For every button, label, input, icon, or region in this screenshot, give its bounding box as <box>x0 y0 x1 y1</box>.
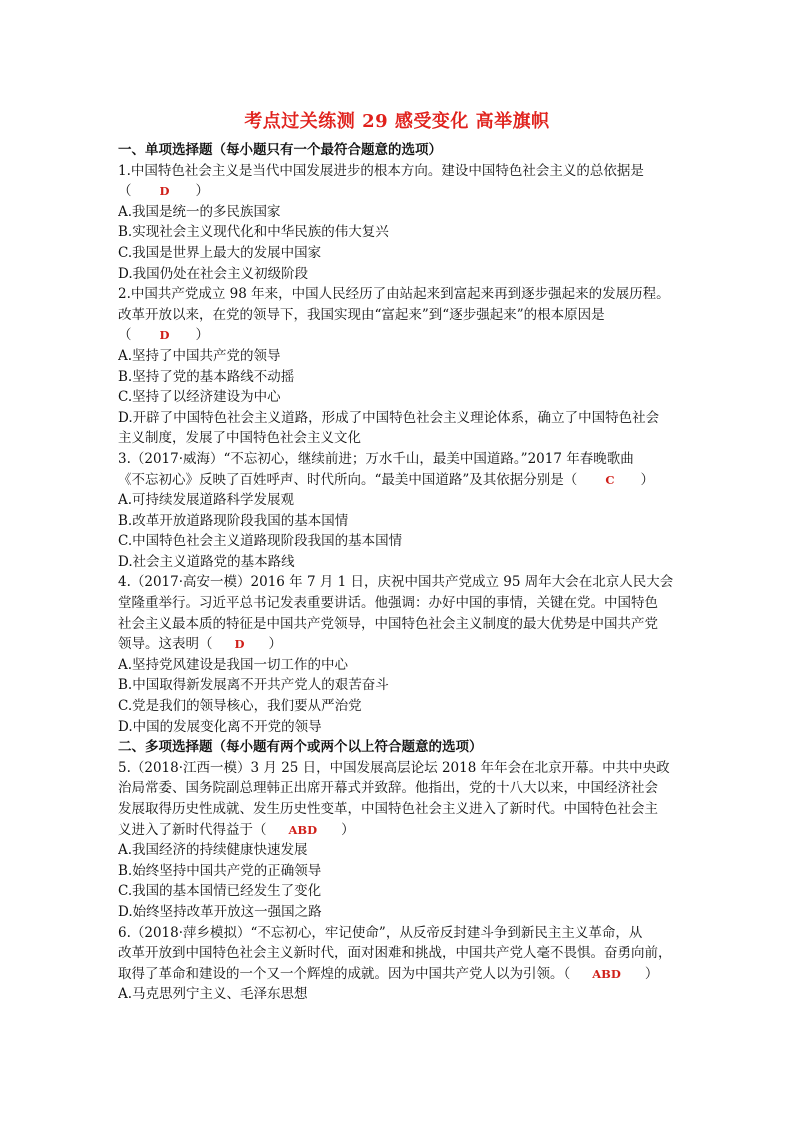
q1-option-d: D.我国仍处在社会主义初级阶段 <box>118 265 309 282</box>
q6-stem-3-text: 取得了革命和建设的一个又一个辉煌的成就。因为中国共产党人以为引领。（ <box>118 965 571 982</box>
q4-option-a: A.坚持党风建设是我国一切工作的中心 <box>118 656 349 673</box>
q5-option-d: D.始终坚持改革开放这一强国之路 <box>118 903 322 920</box>
page-title: 考点过关练测 29 感受变化 高举旗帜 <box>244 111 550 132</box>
q3-option-c: C.中国特色社会主义道路现阶段我国的基本国情 <box>118 533 403 550</box>
q2-open-paren: （ <box>118 327 132 344</box>
question-body <box>118 140 684 1005</box>
q2-close-paren: ） <box>195 327 209 344</box>
section-heading-single: 一、单项选择题（每小题只有一个最符合题意的选项） <box>118 142 442 158</box>
q5-answer: ABD <box>288 822 318 837</box>
q1-option-a: A.我国是统一的多民族国家 <box>118 203 281 220</box>
q3-stem-2 <box>118 470 684 491</box>
q4-close-paren: ） <box>268 636 282 653</box>
q3-option-b: B.改革开放道路现阶段我国的基本国情 <box>118 512 349 529</box>
q1-answer-line <box>118 181 684 202</box>
q2-option-b: B.坚持了党的基本路线不动摇 <box>118 368 295 385</box>
q3-answer: C <box>605 472 615 487</box>
q3-option-d: D.社会主义道路党的基本路线 <box>118 553 295 570</box>
q2-option-d: D.开辟了中国特色社会主义道路，形成了中国特色社会主义理论体系，确立了中国特色社会 <box>118 409 660 426</box>
q4-option-d: D.中国的发展变化离不开党的领导 <box>118 718 322 735</box>
q6-option-a: A.马克思列宁主义、毛泽东思想 <box>118 986 308 1003</box>
q4-stem-2: 堂隆重举行。习近平总书记发表重要讲话。他强调：办好中国的事情，关键在党。中国特色 <box>118 595 658 612</box>
q4-stem-4-text: 领导。这表明（ <box>118 636 213 653</box>
q1-option-c: C.我国是世界上最大的发展中国家 <box>118 244 322 261</box>
q4-option-b: B.中国取得新发展离不开共产党人的艰苦奋斗 <box>118 677 389 694</box>
q4-answer: D <box>234 637 245 652</box>
q4-stem-4 <box>118 634 684 655</box>
q3-option-a: A.可持续发展道路科学发展观 <box>118 492 295 509</box>
q5-option-c: C.我国的基本国情已经发生了变化 <box>118 883 322 900</box>
q6-stem-2: 改革开放到中国特色社会主义新时代，面对困难和挑战，中国共产党人毫不畏惧。奋勇向前， <box>118 945 672 962</box>
q6-answer: ABD <box>592 966 621 981</box>
q1-stem: 1.中国特色社会主义是当代中国发展进步的根本方向。建设中国特色社会主义的总依据是 <box>118 162 644 179</box>
q2-answer-line <box>118 325 684 346</box>
q6-close-paren: ） <box>644 965 659 982</box>
q2-option-a: A.坚持了中国共产党的领导 <box>118 347 281 364</box>
q1-answer: D <box>159 184 170 199</box>
q1-open-paren: （ <box>118 183 132 200</box>
q1-option-b: B.实现社会主义现代化和中华民族的伟大复兴 <box>118 224 389 241</box>
q2-stem-1: 2.中国共产党成立 98 年来，中国人民经历了由站起来到富起来再到逐步强起来的发展历程。 <box>118 286 670 303</box>
q5-close-paren: ） <box>341 821 355 838</box>
q5-stem-3: 发展取得历史性成就、发生历史性变革，中国特色社会主义进入了新时代。中国特色社会主 <box>118 801 658 817</box>
q1-close-paren: ） <box>195 183 209 200</box>
q3-stem-2-text: 《不忘初心》反映了百姓呼声、时代所向。“最美中国道路”及其依据分别是（ <box>118 471 578 488</box>
q2-answer: D <box>159 328 170 343</box>
q5-option-b: B.始终坚持中国共产党的正确领导 <box>118 862 322 879</box>
q3-stem-1: 3.（2017·威海）“不忘初心，继续前进；万水千山，最美中国道路。”2017 年春晚歌曲 <box>118 450 634 467</box>
q5-stem-2: 治局常委、国务院副总理韩正出席开幕式并致辞。他指出，党的十八大以来，中国经济社会 <box>118 780 658 797</box>
q6-stem-3 <box>118 964 684 985</box>
q4-option-c: C.党是我们的领导核心，我们要从严治党 <box>118 698 362 715</box>
q2-stem-2: 改革开放以来，在党的领导下，我国实现由“富起来”到“逐步强起来”的根本原因是 <box>118 306 605 323</box>
q5-stem-4 <box>118 820 684 841</box>
q6-stem-1: 6.（2018·萍乡模拟）“不忘初心，牢记使命”，从反帝反封建斗争到新民主主义革命，从 <box>118 924 643 941</box>
section-heading-multiple: 二、多项选择题（每小题有两个或两个以上符合题意的选项） <box>118 739 483 756</box>
q5-stem-4-text: 义进入了新时代得益于（ <box>118 821 267 838</box>
q2-option-c: C.坚持了以经济建设为中心 <box>118 389 281 406</box>
q2-option-d-cont: 主义制度，发展了中国特色社会主义文化 <box>118 430 361 447</box>
q3-close-paren: ） <box>640 471 654 488</box>
q4-stem-3: 社会主义最本质的特征是中国共产党领导，中国特色社会主义制度的最大优势是中国共产党 <box>118 615 658 632</box>
q5-option-a: A.我国经济的持续健康快速发展 <box>118 842 308 859</box>
q4-stem-1: 4.（2017·高安一模）2016 年 7 月 1 日，庆祝中国共产党成立 95 周年大会在北京人民大会 <box>118 574 674 591</box>
q5-stem-1: 5.（2018·江西一模）3 月 25 日，中国发展高层论坛 2018 年年会在北京开幕。中共中央政 <box>118 759 670 776</box>
